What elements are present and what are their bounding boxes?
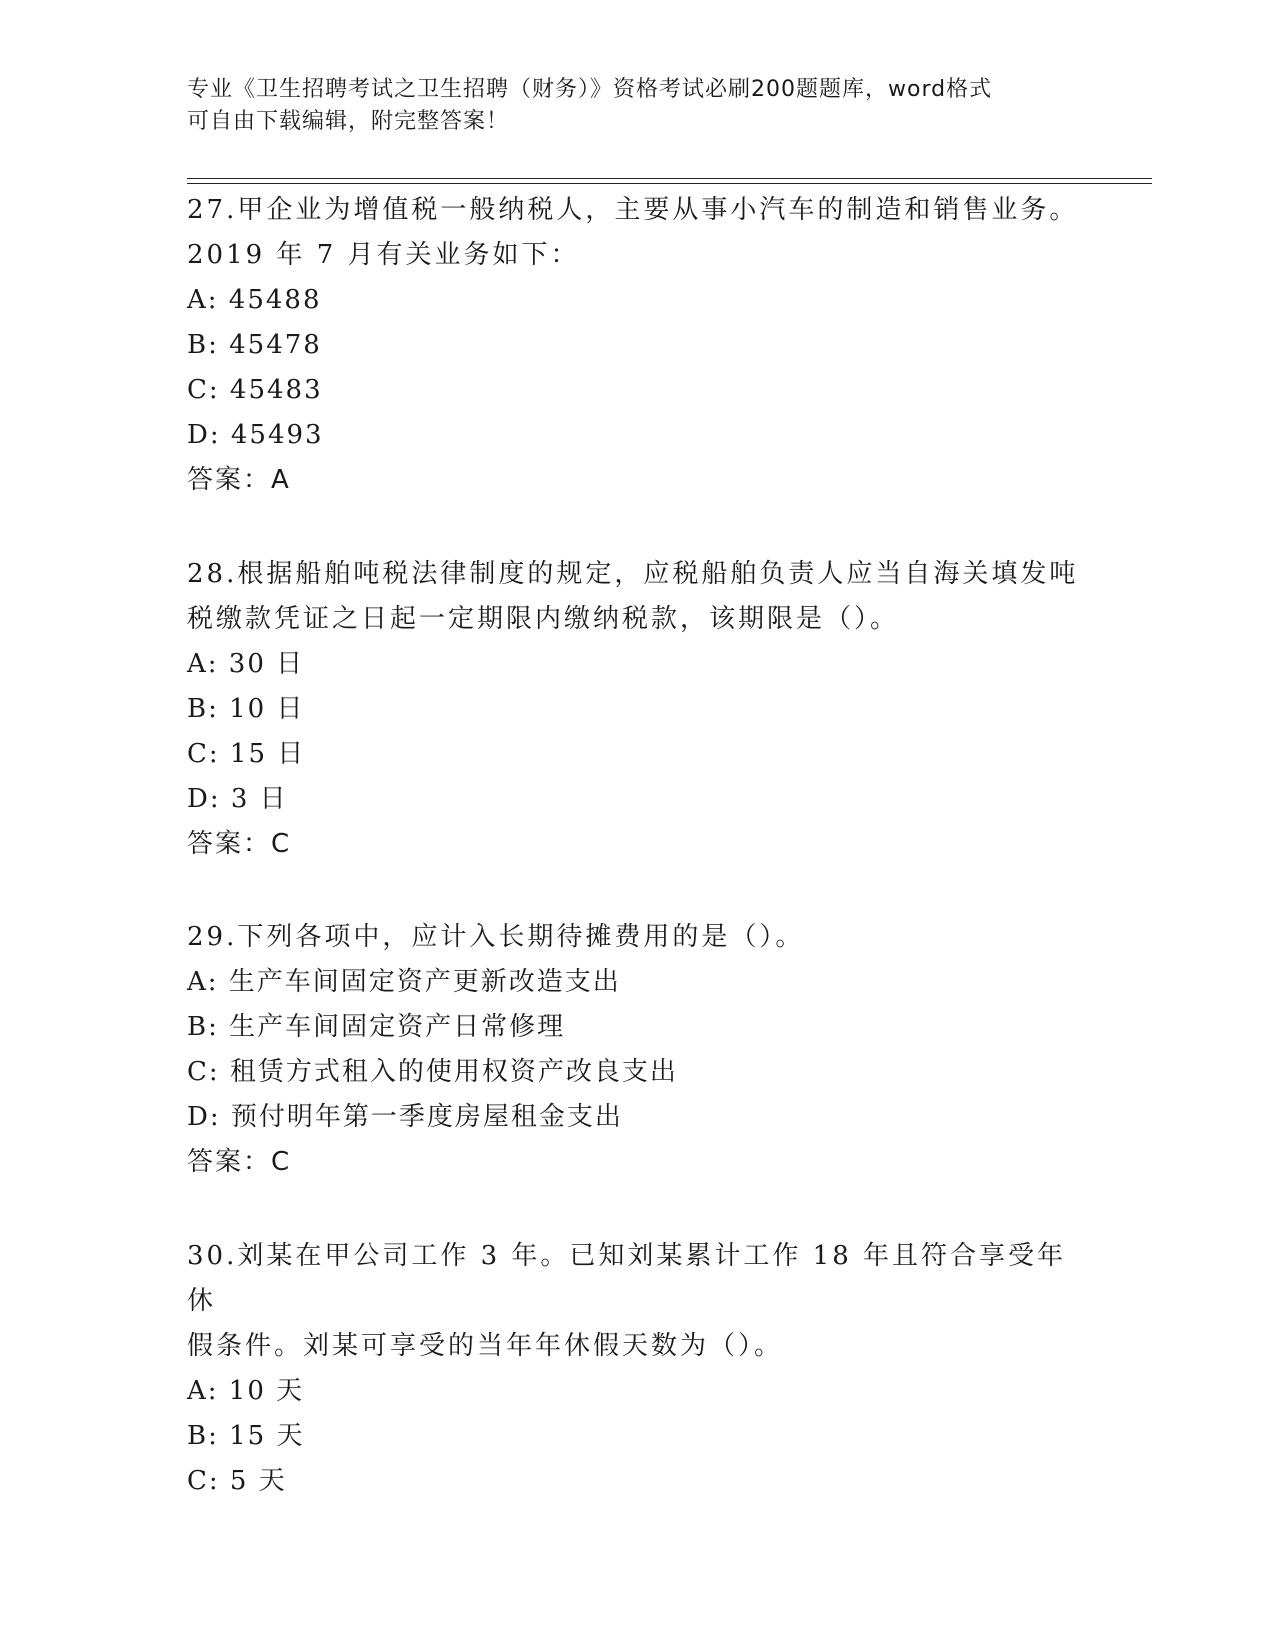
option-c: C: 租赁方式租入的使用权资产改良支出 xyxy=(187,1057,678,1087)
answer-value: C xyxy=(271,1147,292,1177)
option-b: B: 生产车间固定资产日常修理 xyxy=(187,1012,566,1042)
option-a: A: 生产车间固定资产更新改造支出 xyxy=(187,967,621,997)
option-c: C: 45483 xyxy=(187,375,323,405)
answer-value: A xyxy=(271,465,291,495)
question-stem-continued: 假条件。刘某可享受的当年年休假天数为（）。 xyxy=(187,1331,784,1361)
document-header xyxy=(187,74,1087,138)
question-27 xyxy=(187,188,1087,503)
header-divider-top xyxy=(187,178,1152,179)
answer-label: 答案： xyxy=(187,465,272,495)
option-d: D: 3 日 xyxy=(187,784,288,814)
option-d: D: 预付明年第一季度房屋租金支出 xyxy=(187,1102,623,1132)
option-b: B: 10 日 xyxy=(187,694,305,724)
option-d: D: 45493 xyxy=(187,420,324,450)
question-stem: 28.根据船舶吨税法律制度的规定，应税船舶负责人应当自海关填发吨 xyxy=(187,559,1079,589)
header-line-2: 可自由下载编辑，附完整答案！ xyxy=(187,109,510,134)
option-a: A: 10 天 xyxy=(187,1376,305,1406)
answer-line xyxy=(187,1140,1087,1185)
option-c: C: 5 天 xyxy=(187,1466,287,1496)
option-c: C: 15 日 xyxy=(187,739,306,769)
answer-label: 答案： xyxy=(187,829,272,859)
question-stem: 29.下列各项中，应计入长期待摊费用的是（）。 xyxy=(187,922,805,952)
question-stem: 30.刘某在甲公司工作 3 年。已知刘某累计工作 18 年且符合享受年休 xyxy=(187,1241,1067,1316)
header-line-1: 专业《卫生招聘考试之卫生招聘（财务）》资格考试必刷200题题库，word格式 xyxy=(187,77,993,102)
header-divider-bottom xyxy=(187,183,1152,184)
option-b: B: 45478 xyxy=(187,330,322,360)
option-b: B: 15 天 xyxy=(187,1421,305,1451)
answer-value: C xyxy=(271,829,292,859)
question-30 xyxy=(187,1234,1087,1504)
question-stem: 27.甲企业为增值税一般纳税人，主要从事小汽车的制造和销售业务。 xyxy=(187,195,1079,225)
answer-label: 答案： xyxy=(187,1147,272,1177)
question-28 xyxy=(187,552,1087,867)
option-a: A: 45488 xyxy=(187,285,322,315)
option-a: A: 30 日 xyxy=(187,649,305,679)
question-stem-continued: 税缴款凭证之日起一定期限内缴纳税款，该期限是（）。 xyxy=(187,604,900,634)
question-stem-continued: 2019 年 7 月有关业务如下： xyxy=(187,240,580,270)
question-29 xyxy=(187,915,1087,1185)
answer-line xyxy=(187,458,1087,503)
answer-line xyxy=(187,822,1087,867)
